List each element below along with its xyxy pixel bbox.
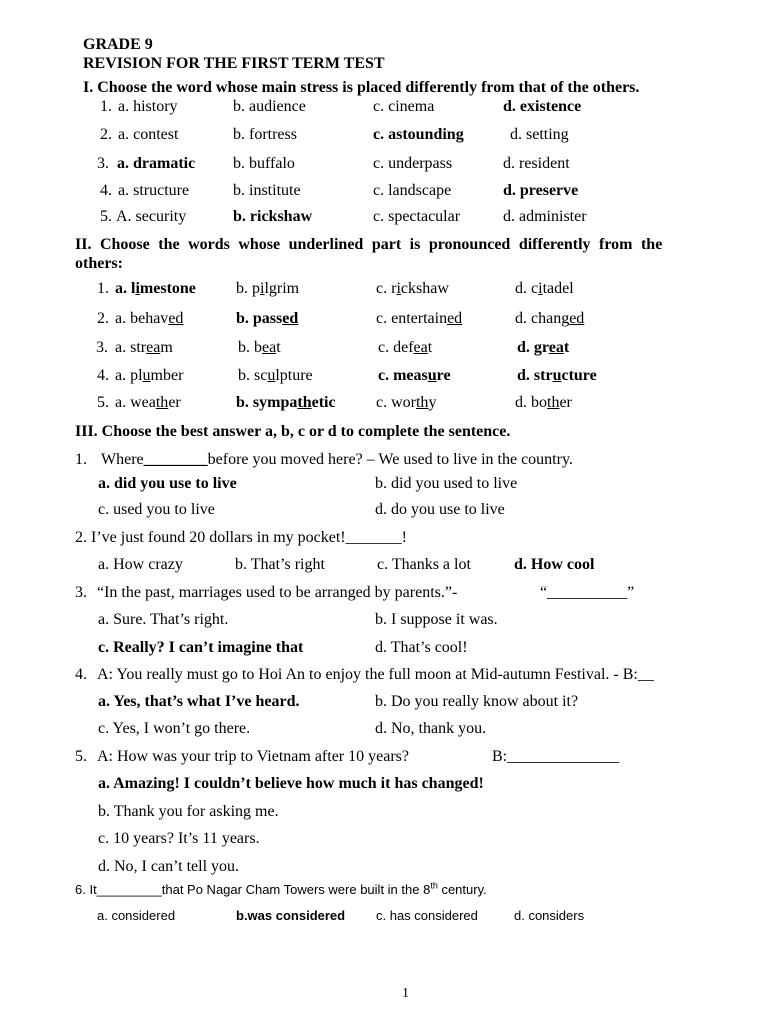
option-a: a. contest [118,126,179,143]
option-c: c. Really? I can’t imagine that [98,639,304,656]
option-b: b. did you used to live [375,475,518,492]
option-c: c. underpass [373,155,453,172]
answer-blank: B:______________ [492,748,620,765]
option-d: d. bother [515,394,572,411]
underlined-part: th [155,394,169,411]
option-b: b. rickshaw [233,208,313,225]
option-a: a. limestone [115,280,196,297]
option-a: a. did you use to live [98,475,237,492]
underlined-part: i [260,280,265,297]
question-number: 5. [75,748,87,765]
option-a: a. dramatic [117,155,196,172]
underlined-part: u [267,367,276,384]
option-c: c. astounding [373,126,464,143]
option-d: d. preserve [503,182,579,199]
option-c: c. 10 years? It’s 11 years. [98,830,260,847]
question-stem: “In the past, marriages used to be arranged by parents.”- [97,584,458,601]
underlined-part: i [396,280,401,297]
option-d: d. How cool [514,556,595,573]
option-d: d. existence [503,98,582,115]
option-d: d. resident [503,155,570,172]
underlined-part: i [538,280,543,297]
underlined-part: u [142,367,151,384]
option-d: d. changed [515,310,585,327]
option-c: c. Thanks a lot [377,556,471,573]
option-b: b. Thank you for asking me. [98,803,279,820]
option-d: d. administer [503,208,587,225]
section2-heading: II. Choose the words whose underlined part is pronounced differently from the [75,236,663,253]
question-stem: 6. It_________that Po Nagar Cham Towers were built in the 8th century. [75,880,487,897]
question-number: 1. [75,451,87,468]
option-a: a. behaved [115,310,184,327]
option-b: b. passed [236,310,299,327]
underlined-part: ea [262,339,277,356]
question-stem: A: You really must go to Hoi An to enjoy the full moon at Mid-autumn Festival. - B:__ [97,666,654,683]
option-d: d. structure [517,367,597,384]
option-a: a. plumber [115,367,184,384]
section2-heading-cont: others: [75,255,123,272]
underlined-part: ed [569,310,585,327]
underlined-part: ed [447,310,463,327]
underlined-part: u [427,367,437,384]
underlined-part: i [135,280,140,297]
option-b: b. fortress [233,126,297,143]
option-b: b. buffalo [233,155,295,172]
question-number: 4. [75,666,87,683]
option-b: b. audience [233,98,306,115]
option-d: d. considers [514,908,585,923]
option-c: c. entertained [376,310,463,327]
option-d: d. do you use to live [375,501,505,518]
page-number: 1 [402,986,409,1001]
option-d: d. setting [510,126,569,143]
question-number: 2. [97,310,109,327]
question-number: 3. [97,155,109,172]
underlined-part: th [415,394,429,411]
option-d: d. No, I can’t tell you. [98,858,240,875]
option-c: c. rickshaw [376,280,449,297]
underlined-part: u [552,367,562,384]
question-number: 1. [100,98,112,115]
question-number: 4. [100,182,112,199]
question-number: 5. [97,394,109,411]
question-stem: A: How was your trip to Vietnam after 10 years? [97,748,409,765]
option-a: a. Yes, that’s what I’ve heard. [98,693,300,710]
option-b: b. sympathetic [236,394,336,411]
option-b: b. Do you really know about it? [375,693,579,710]
question-number: 5. [100,208,112,225]
option-a: a. Sure. That’s right. [98,611,229,628]
underlined-part: ea [548,339,564,356]
section1-heading: I. Choose the word whose main stress is placed differently from that of the others. [83,79,640,96]
grade-heading: GRADE 9 [83,36,153,53]
option-c: c. cinema [373,98,435,115]
option-c: c. defeat [378,339,433,356]
option-b: b.was considered [236,908,346,923]
option-c: c. measure [378,367,451,384]
underlined-part: ea [413,339,428,356]
option-d: d. great [517,339,570,356]
option-a: a. structure [118,182,190,199]
underlined-part: ea [146,339,161,356]
option-a: a. stream [115,339,173,356]
underlined-part: th [297,394,312,411]
question-number: 3. [75,584,87,601]
option-a: a. How crazy [98,556,183,573]
answer-blank: “__________” [540,584,635,601]
option-c: c. used you to live [98,501,215,518]
question-number: 2. [100,126,112,143]
underlined-part: ed [168,310,184,327]
underlined-part: ed [282,310,299,327]
option-d: d. That’s cool! [375,639,468,656]
option-b: b. I suppose it was. [375,611,498,628]
underlined-part: th [547,394,560,411]
option-b: b. That’s right [235,556,325,573]
option-c: c. spectacular [373,208,461,225]
question-stem: Where________before you moved here? – We used to live in the country. [101,451,573,468]
section3-heading: III. Choose the best answer a, b, c or d to complete the sentence. [75,423,511,440]
option-b: b. pilgrim [236,280,300,297]
option-b: b. institute [233,182,301,199]
question-stem: 2. I’ve just found 20 dollars in my pocket!_______! [75,529,407,546]
question-number: 1. [97,280,109,297]
option-d: d. citadel [515,280,574,297]
option-c: c. Yes, I won’t go there. [98,720,251,737]
option-b: b. beat [238,339,281,356]
option-c: c. has considered [376,908,478,923]
question-number: 4. [97,367,109,384]
question-number: 3. [96,339,108,356]
option-c: c. landscape [373,182,452,199]
option-a: a. weather [115,394,181,411]
option-a: A. security [116,208,187,225]
option-c: c. worthy [376,394,437,411]
option-a: a. history [118,98,178,115]
document-title: REVISION FOR THE FIRST TERM TEST [83,55,385,72]
option-b: b. sculpture [238,367,313,384]
option-d: d. No, thank you. [375,720,487,737]
option-a: a. considered [97,908,176,923]
option-a: a. Amazing! I couldn’t believe how much it has changed! [98,775,484,792]
